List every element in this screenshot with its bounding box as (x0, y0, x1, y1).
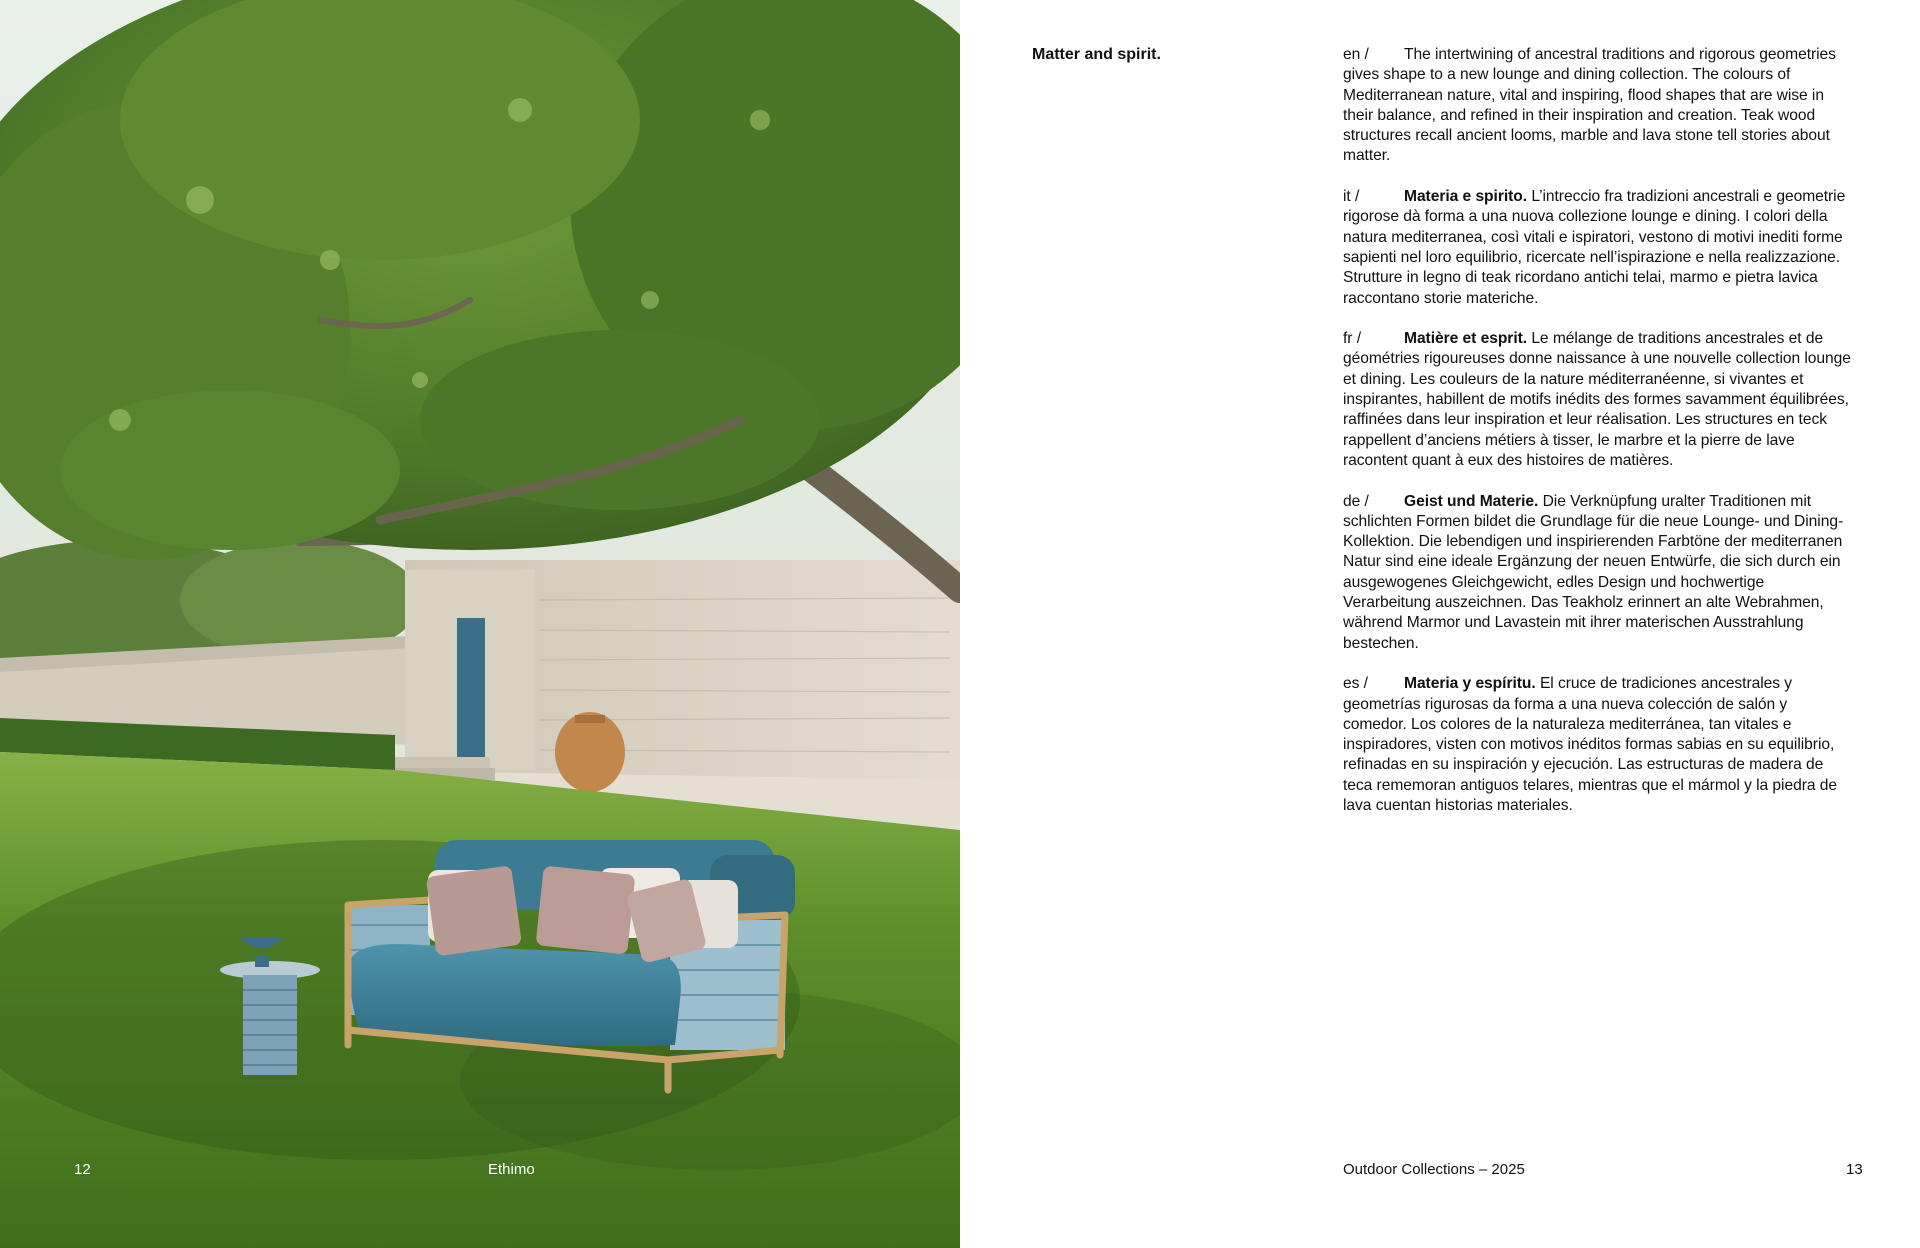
left-page-number: 12 (74, 1161, 91, 1178)
paragraph-body: Le mélange de traditions ancestrales et de géométries rigoureuses donne naissance à une nouvelle collection lounge et dining. Les couleurs de la nature méditerranéenne, si vivantes et inspirantes, habillent de motifs inédits des formes savamment équilibrées, raffinées dans leur inspiration et leur réalisation. Les structures en teck rappellent d’anciens métiers à tisser, le marbre et la pierre de lave racontent quant à eux des histoires de matières. (1343, 330, 1851, 469)
right-page-number: 13 (1846, 1161, 1863, 1178)
paragraph-lead: Matière et esprit. (1404, 330, 1528, 348)
language-code: en / (1343, 46, 1369, 63)
paragraph-lead: Materia y espíritu. (1404, 675, 1536, 693)
paragraph-it (1343, 187, 1853, 309)
paragraph-lead: Materia e spirito. (1404, 188, 1528, 206)
paragraph-de (1343, 492, 1853, 654)
paragraph-fr (1343, 329, 1853, 471)
text-page (960, 0, 1920, 1248)
paragraph-es (1343, 674, 1853, 816)
paragraph-body: Die Verknüpfung uralter Traditionen mit schlichten Formen bildet die Grundlage für die neue Lounge- und Dining-Kollektion. Die lebendigen und inspirierenden Farbtöne der mediterranen Natur sind eine ideale Ergänzung der neuen Entwürfe, die sich durch ein ausgewogenes Gleichgewicht, edles Design und hochwertige Verarbeitung auszeichnen. Das Teakholz erinnert an alte Webrahmen, während Marmor und Lavastein mit ihrer materischen Ausstrahlung bestechen. (1343, 492, 1844, 652)
brand-name: Ethimo (488, 1161, 535, 1178)
language-code: es / (1343, 675, 1368, 693)
multilingual-text-column (1343, 45, 1853, 837)
paragraph-body: The intertwining of ancestral traditions and rigorous geometries gives shape to a new lounge and dining collection. The colours of Mediterranean nature, vital and inspiring, flood shapes that are wise in their balance, and refined in their inspiration and creation. Teak wood structures recall ancient looms, marble and lava stone tell stories about matter. (1343, 46, 1836, 165)
paragraph-lead: Geist und Materie. (1404, 492, 1539, 510)
language-code: it / (1343, 188, 1360, 206)
footer-title: Outdoor Collections – 2025 (1343, 1161, 1525, 1178)
paragraph-body: L’intreccio fra tradizioni ancestrali e geometrie rigorose dà forma a una nuova collezione lounge e dining. I colori della natura mediterranea, così vitali e ispiratori, vestono di motivi inediti forme sapienti nel loro equilibrio, ricercate nell’ispirazione e nella realizzazione. Strutture in legno di teak ricordano antichi telai, marmo e pietra lavica raccontano storie materiche. (1343, 188, 1846, 307)
paragraph-body: El cruce de tradiciones ancestrales y geometrías rigurosas da forma a una nueva colección de salón y comedor. Los colores de la naturaleza mediterránea, tan vitales e inspiradores, visten con motivos inéditos formas sabias en su equilibrio, refinadas en su inspiración y ejecución. Las estructuras de madera de teca rememoran antiguos telares, mientras que el mármol y la piedra de lava cuentan historias materiales. (1343, 675, 1838, 814)
section-heading: Matter and spirit. (1032, 46, 1161, 63)
language-code: de / (1343, 492, 1369, 510)
paragraph-en (1343, 45, 1853, 167)
language-code: fr / (1343, 330, 1361, 348)
